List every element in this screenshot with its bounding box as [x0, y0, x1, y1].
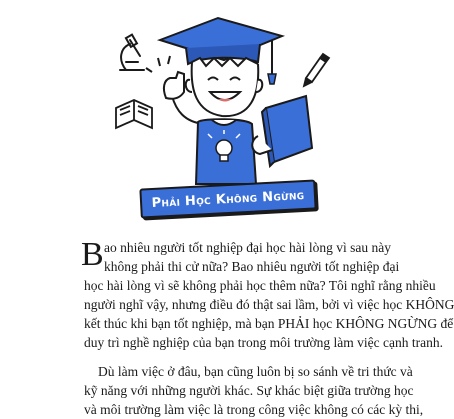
student-illustration [100, 0, 340, 200]
student-head [186, 58, 263, 116]
microscope-icon [120, 35, 144, 70]
drop-cap: B [81, 236, 104, 273]
paragraph-1 [81, 236, 454, 352]
paragraph-line: Dù làm việc ở đâu, bạn cũng luôn bị so sánh về tri thức và [98, 364, 413, 379]
paragraph-line: kỹ năng với những người khác. Sự khác biệt giữa trường học [84, 383, 414, 398]
paragraph-line: học hài lòng vì sẽ không phải học thêm nữa? Tôi nghĩ rằng nhiều [84, 278, 436, 293]
paragraph-line: và môi trường làm việc là trong công việc không có các kỳ thi, [84, 402, 424, 417]
blue-book-icon [252, 96, 312, 166]
open-book-icon [116, 100, 152, 128]
paragraph-line: kết thúc khi bạn tốt nghiệp, mà bạn PHẢI học KHÔNG NGỪNG để [84, 316, 454, 331]
paragraph-line: người nghĩ vậy, nhưng điều đó thật sai lầm, bởi vì việc học KHÔNG [84, 297, 454, 312]
paragraph-line: không phải thi cử nữa? Bao nhiêu người tốt nghiệp đại [104, 259, 400, 274]
paragraph-line: duy trì nghề nghiệp của bạn trong môi trường làm việc cạnh tranh. [84, 335, 443, 350]
pencil-icon [304, 54, 329, 86]
paragraph-line: ao nhiêu người tốt nghiệp đại học hài lòng vì sau này [104, 240, 392, 255]
banner-title: Phải Học Không Ngừng [151, 187, 305, 211]
body-text [81, 236, 454, 419]
paragraph-2 [84, 362, 424, 419]
